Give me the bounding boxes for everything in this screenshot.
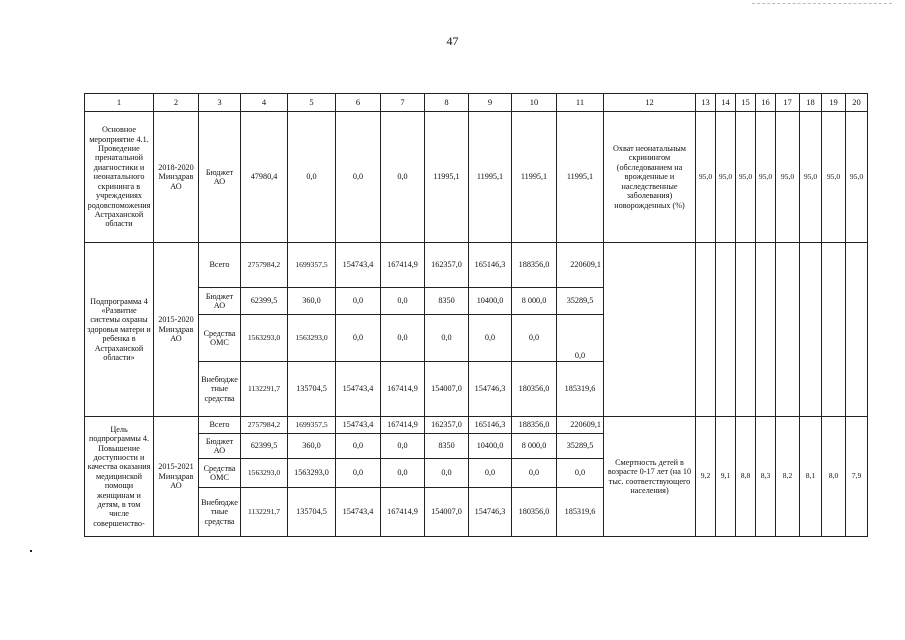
target-cell: 95,0 [822, 112, 846, 243]
target-cell [736, 243, 756, 417]
table-header-row [85, 94, 868, 112]
value-cell: 0,0 [381, 434, 425, 459]
value-cell: 0,0 [336, 434, 381, 459]
page-number: 47 [446, 34, 459, 48]
value-cell: 167414,9 [381, 362, 425, 417]
top-dashed-rule [752, 3, 892, 4]
value-cell: 154743,4 [336, 488, 381, 537]
value-cell: 1132291,7 [241, 362, 288, 417]
activity-cell: Подпрограмма 4 «Развитие системы охраны здоровья матери и ребенка в Астраханской области» [85, 243, 154, 417]
indicator-cell: Смертность детей в возрасте 0-17 лет (на 10 тыс. соответствующего населения) [604, 417, 696, 537]
value-cell: 35289,5 [557, 288, 604, 315]
source-cell: Всего [199, 243, 241, 288]
value-cell: 154007,0 [425, 362, 469, 417]
value-cell: 0,0 [512, 459, 557, 488]
col-header: 14 [716, 94, 736, 112]
col-header: 2 [154, 94, 199, 112]
col-header: 11 [557, 94, 604, 112]
target-cell: 7,9 [846, 417, 868, 537]
target-cell: 95,0 [776, 112, 800, 243]
value-cell: 0,0 [469, 459, 512, 488]
indicator-cell: Охват неонатальным скринингом (обследованием на врожденные и наследственные заболевания) новорожденных (%) [604, 112, 696, 243]
target-cell: 95,0 [736, 112, 756, 243]
value-cell: 0,0 [557, 459, 604, 488]
source-cell: Бюджет АО [199, 288, 241, 315]
value-cell: 8 000,0 [512, 434, 557, 459]
value-cell: 0,0 [288, 112, 336, 243]
target-cell: 9,1 [716, 417, 736, 537]
target-cell: 8,0 [822, 417, 846, 537]
value-cell: 154743,4 [336, 243, 381, 288]
table-row [85, 243, 868, 288]
source-cell: Бюджет АО [199, 434, 241, 459]
value-cell: 162357,0 [425, 243, 469, 288]
value-cell: 11995,1 [512, 112, 557, 243]
value-cell: 0,0 [381, 112, 425, 243]
col-header: 1 [85, 94, 154, 112]
value-cell: 220609,1 [557, 417, 604, 434]
value-cell: 11995,1 [425, 112, 469, 243]
value-cell: 0,0 [425, 315, 469, 362]
col-header: 3 [199, 94, 241, 112]
col-header: 6 [336, 94, 381, 112]
period-cell: 2015-2021 Минздрав АО [154, 417, 199, 537]
source-cell: Всего [199, 417, 241, 434]
value-cell: 0,0 [336, 288, 381, 315]
value-cell: 11995,1 [557, 112, 604, 243]
value-cell: 0,0 [336, 315, 381, 362]
value-cell: 360,0 [288, 288, 336, 315]
value-cell: 0,0 [336, 459, 381, 488]
target-cell: 95,0 [846, 112, 868, 243]
target-cell: 95,0 [756, 112, 776, 243]
value-cell: 0,0 [557, 315, 604, 362]
value-cell: 154007,0 [425, 488, 469, 537]
program-table [84, 93, 868, 537]
value-cell: 11995,1 [469, 112, 512, 243]
value-cell: 180356,0 [512, 488, 557, 537]
target-cell: 95,0 [716, 112, 736, 243]
value-cell: 10400,0 [469, 288, 512, 315]
period-cell: 2015-2020 Минздрав АО [154, 243, 199, 417]
value-cell: 162357,0 [425, 417, 469, 434]
target-cell [716, 243, 736, 417]
col-header: 19 [822, 94, 846, 112]
period-cell: 2018-2020 Минздрав АО [154, 112, 199, 243]
target-cell: 9,2 [696, 417, 716, 537]
col-header: 12 [604, 94, 696, 112]
table-row [85, 112, 868, 243]
value-cell: 62399,5 [241, 288, 288, 315]
target-cell [846, 243, 868, 417]
value-cell: 180356,0 [512, 362, 557, 417]
target-cell [756, 243, 776, 417]
value-cell: 1563293,0 [241, 459, 288, 488]
value-cell: 167414,9 [381, 243, 425, 288]
col-header: 10 [512, 94, 557, 112]
source-cell: Средства ОМС [199, 459, 241, 488]
margin-mark [30, 550, 32, 552]
value-cell: 8 000,0 [512, 288, 557, 315]
value-cell: 220609,1 [557, 243, 604, 288]
value-cell: 1563293,0 [241, 315, 288, 362]
value-cell: 1132291,7 [241, 488, 288, 537]
value-cell: 0,0 [469, 315, 512, 362]
value-cell: 167414,9 [381, 417, 425, 434]
value-cell: 154743,4 [336, 362, 381, 417]
col-header: 5 [288, 94, 336, 112]
source-cell: Внебюджетные средства [199, 488, 241, 537]
col-header: 4 [241, 94, 288, 112]
value-cell: 10400,0 [469, 434, 512, 459]
value-cell: 35289,5 [557, 434, 604, 459]
target-cell: 8,1 [800, 417, 822, 537]
target-cell [696, 243, 716, 417]
value-cell: 0,0 [336, 112, 381, 243]
value-cell: 167414,9 [381, 488, 425, 537]
target-cell: 95,0 [800, 112, 822, 243]
value-cell: 154743,4 [336, 417, 381, 434]
value-cell: 2757984,2 [241, 243, 288, 288]
col-header: 17 [776, 94, 800, 112]
col-header: 9 [469, 94, 512, 112]
value-cell: 0,0 [425, 459, 469, 488]
value-cell: 154746,3 [469, 488, 512, 537]
value-cell: 165146,3 [469, 243, 512, 288]
value-cell: 1699357,5 [288, 417, 336, 434]
value-cell: 185319,6 [557, 362, 604, 417]
value-cell: 0,0 [381, 459, 425, 488]
col-header: 20 [846, 94, 868, 112]
value-cell: 0,0 [381, 288, 425, 315]
indicator-cell [604, 243, 696, 417]
target-cell: 8,3 [756, 417, 776, 537]
target-cell [800, 243, 822, 417]
activity-cell: Цель подпрограммы 4. Повышение доступности и качества оказания медицинской помощи женщинам и детям, в том числе совершенство- [85, 417, 154, 537]
value-cell: 188356,0 [512, 417, 557, 434]
value-cell: 62399,5 [241, 434, 288, 459]
col-header: 7 [381, 94, 425, 112]
source-cell: Внебюджетные средства [199, 362, 241, 417]
target-cell: 95,0 [696, 112, 716, 243]
value-cell: 1563293,0 [288, 459, 336, 488]
value-cell: 8350 [425, 434, 469, 459]
target-cell [776, 243, 800, 417]
source-cell: Средства ОМС [199, 315, 241, 362]
target-cell: 8,2 [776, 417, 800, 537]
source-cell: Бюджет АО [199, 112, 241, 243]
col-header: 15 [736, 94, 756, 112]
table-row [85, 417, 868, 434]
value-cell: 0,0 [512, 315, 557, 362]
activity-cell: Основное мероприятие 4.1. Проведение пренатальной диагностики и неонатального скрининга в учреждениях родовспоможения Астраханской области [85, 112, 154, 243]
col-header: 8 [425, 94, 469, 112]
col-header: 13 [696, 94, 716, 112]
value-cell: 360,0 [288, 434, 336, 459]
target-cell: 8,8 [736, 417, 756, 537]
value-cell: 47980,4 [241, 112, 288, 243]
target-cell [822, 243, 846, 417]
value-cell: 135704,5 [288, 488, 336, 537]
value-cell: 2757984,2 [241, 417, 288, 434]
col-header: 18 [800, 94, 822, 112]
value-cell: 165146,3 [469, 417, 512, 434]
value-cell: 154746,3 [469, 362, 512, 417]
col-header: 16 [756, 94, 776, 112]
value-cell: 188356,0 [512, 243, 557, 288]
value-cell: 1699357,5 [288, 243, 336, 288]
value-cell: 185319,6 [557, 488, 604, 537]
value-cell: 8350 [425, 288, 469, 315]
value-cell: 135704,5 [288, 362, 336, 417]
value-cell: 1563293,0 [288, 315, 336, 362]
value-cell: 0,0 [381, 315, 425, 362]
